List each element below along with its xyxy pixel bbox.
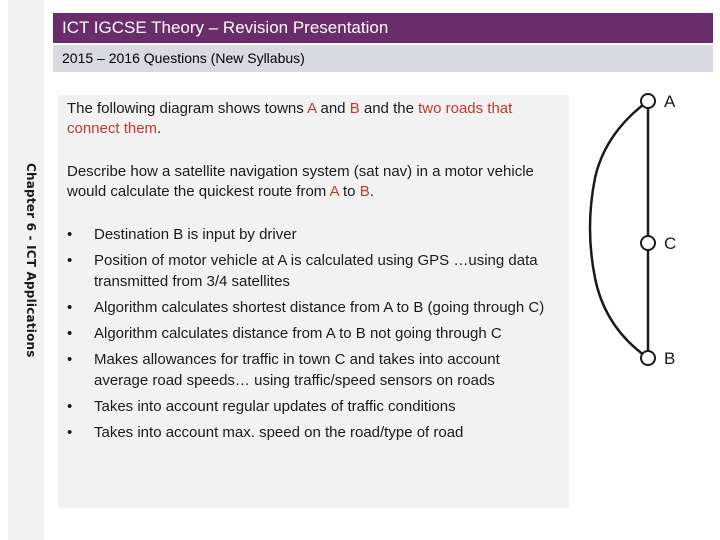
answer-text: Algorithm calculates shortest distance from A to B (going through C) <box>94 299 545 316</box>
answer-item <box>67 224 552 245</box>
town-a-label: A <box>664 92 676 111</box>
answer-text: Algorithm calculates distance from A to B not going through C <box>94 325 502 342</box>
question-town-a: A <box>329 183 339 200</box>
question-part-1: Describe how a satellite navigation system (sat nav) in a motor vehicle would calculate the quickest route from <box>67 163 534 200</box>
roads-highlight: two roads that connect them <box>67 100 513 137</box>
bullet-icon: • <box>67 299 73 316</box>
answer-item <box>67 250 552 292</box>
intro-part-3: and the <box>359 100 419 117</box>
bullet-icon: • <box>67 424 73 441</box>
question-text <box>67 162 552 202</box>
answer-text: Destination B is input by driver <box>94 226 297 243</box>
town-b-label: B <box>664 349 676 368</box>
town-c-node <box>641 236 655 250</box>
answer-item <box>67 396 552 417</box>
slide-content <box>67 99 552 448</box>
western-road <box>590 101 648 358</box>
answer-text: Makes allowances for traffic in town C and takes into account average road speeds… using traffic/speed sensors on roads <box>94 351 500 389</box>
answer-list <box>67 224 552 443</box>
bullet-icon: • <box>67 398 73 415</box>
answer-item <box>67 323 552 344</box>
question-town-b: B <box>359 183 370 200</box>
answer-text: Position of motor vehicle at A is calculated using GPS …using data transmitted from 3/4 satellites <box>94 252 538 290</box>
bullet-icon: • <box>67 325 73 342</box>
answer-item <box>67 297 552 318</box>
question-part-3: . <box>369 183 374 200</box>
intro-text <box>67 99 552 139</box>
answer-text: Takes into account max. speed on the road/type of road <box>94 424 464 441</box>
answer-item <box>67 422 552 443</box>
town-b-highlight: B <box>349 100 360 117</box>
intro-part-1: The following diagram shows towns <box>67 100 308 117</box>
town-c-label: C <box>664 234 677 253</box>
slide-subtitle: 2015 – 2016 Questions (New Syllabus) <box>53 45 713 72</box>
town-b-node <box>641 351 655 365</box>
answer-item <box>67 349 552 391</box>
presentation-title: ICT IGCSE Theory – Revision Presentation <box>53 13 713 43</box>
answer-text: Takes into account regular updates of traffic conditions <box>94 398 456 415</box>
intro-part-2: and <box>316 100 350 117</box>
chapter-side-label: Chapter 6 - ICT Applications <box>24 163 38 358</box>
question-part-2: to <box>338 183 360 200</box>
intro-part-4: . <box>157 120 162 137</box>
bullet-icon: • <box>67 226 73 243</box>
bullet-icon: • <box>67 351 73 368</box>
bullet-icon: • <box>67 252 73 269</box>
town-a-highlight: A <box>307 100 317 117</box>
road-diagram <box>575 88 715 373</box>
town-a-node <box>641 94 655 108</box>
